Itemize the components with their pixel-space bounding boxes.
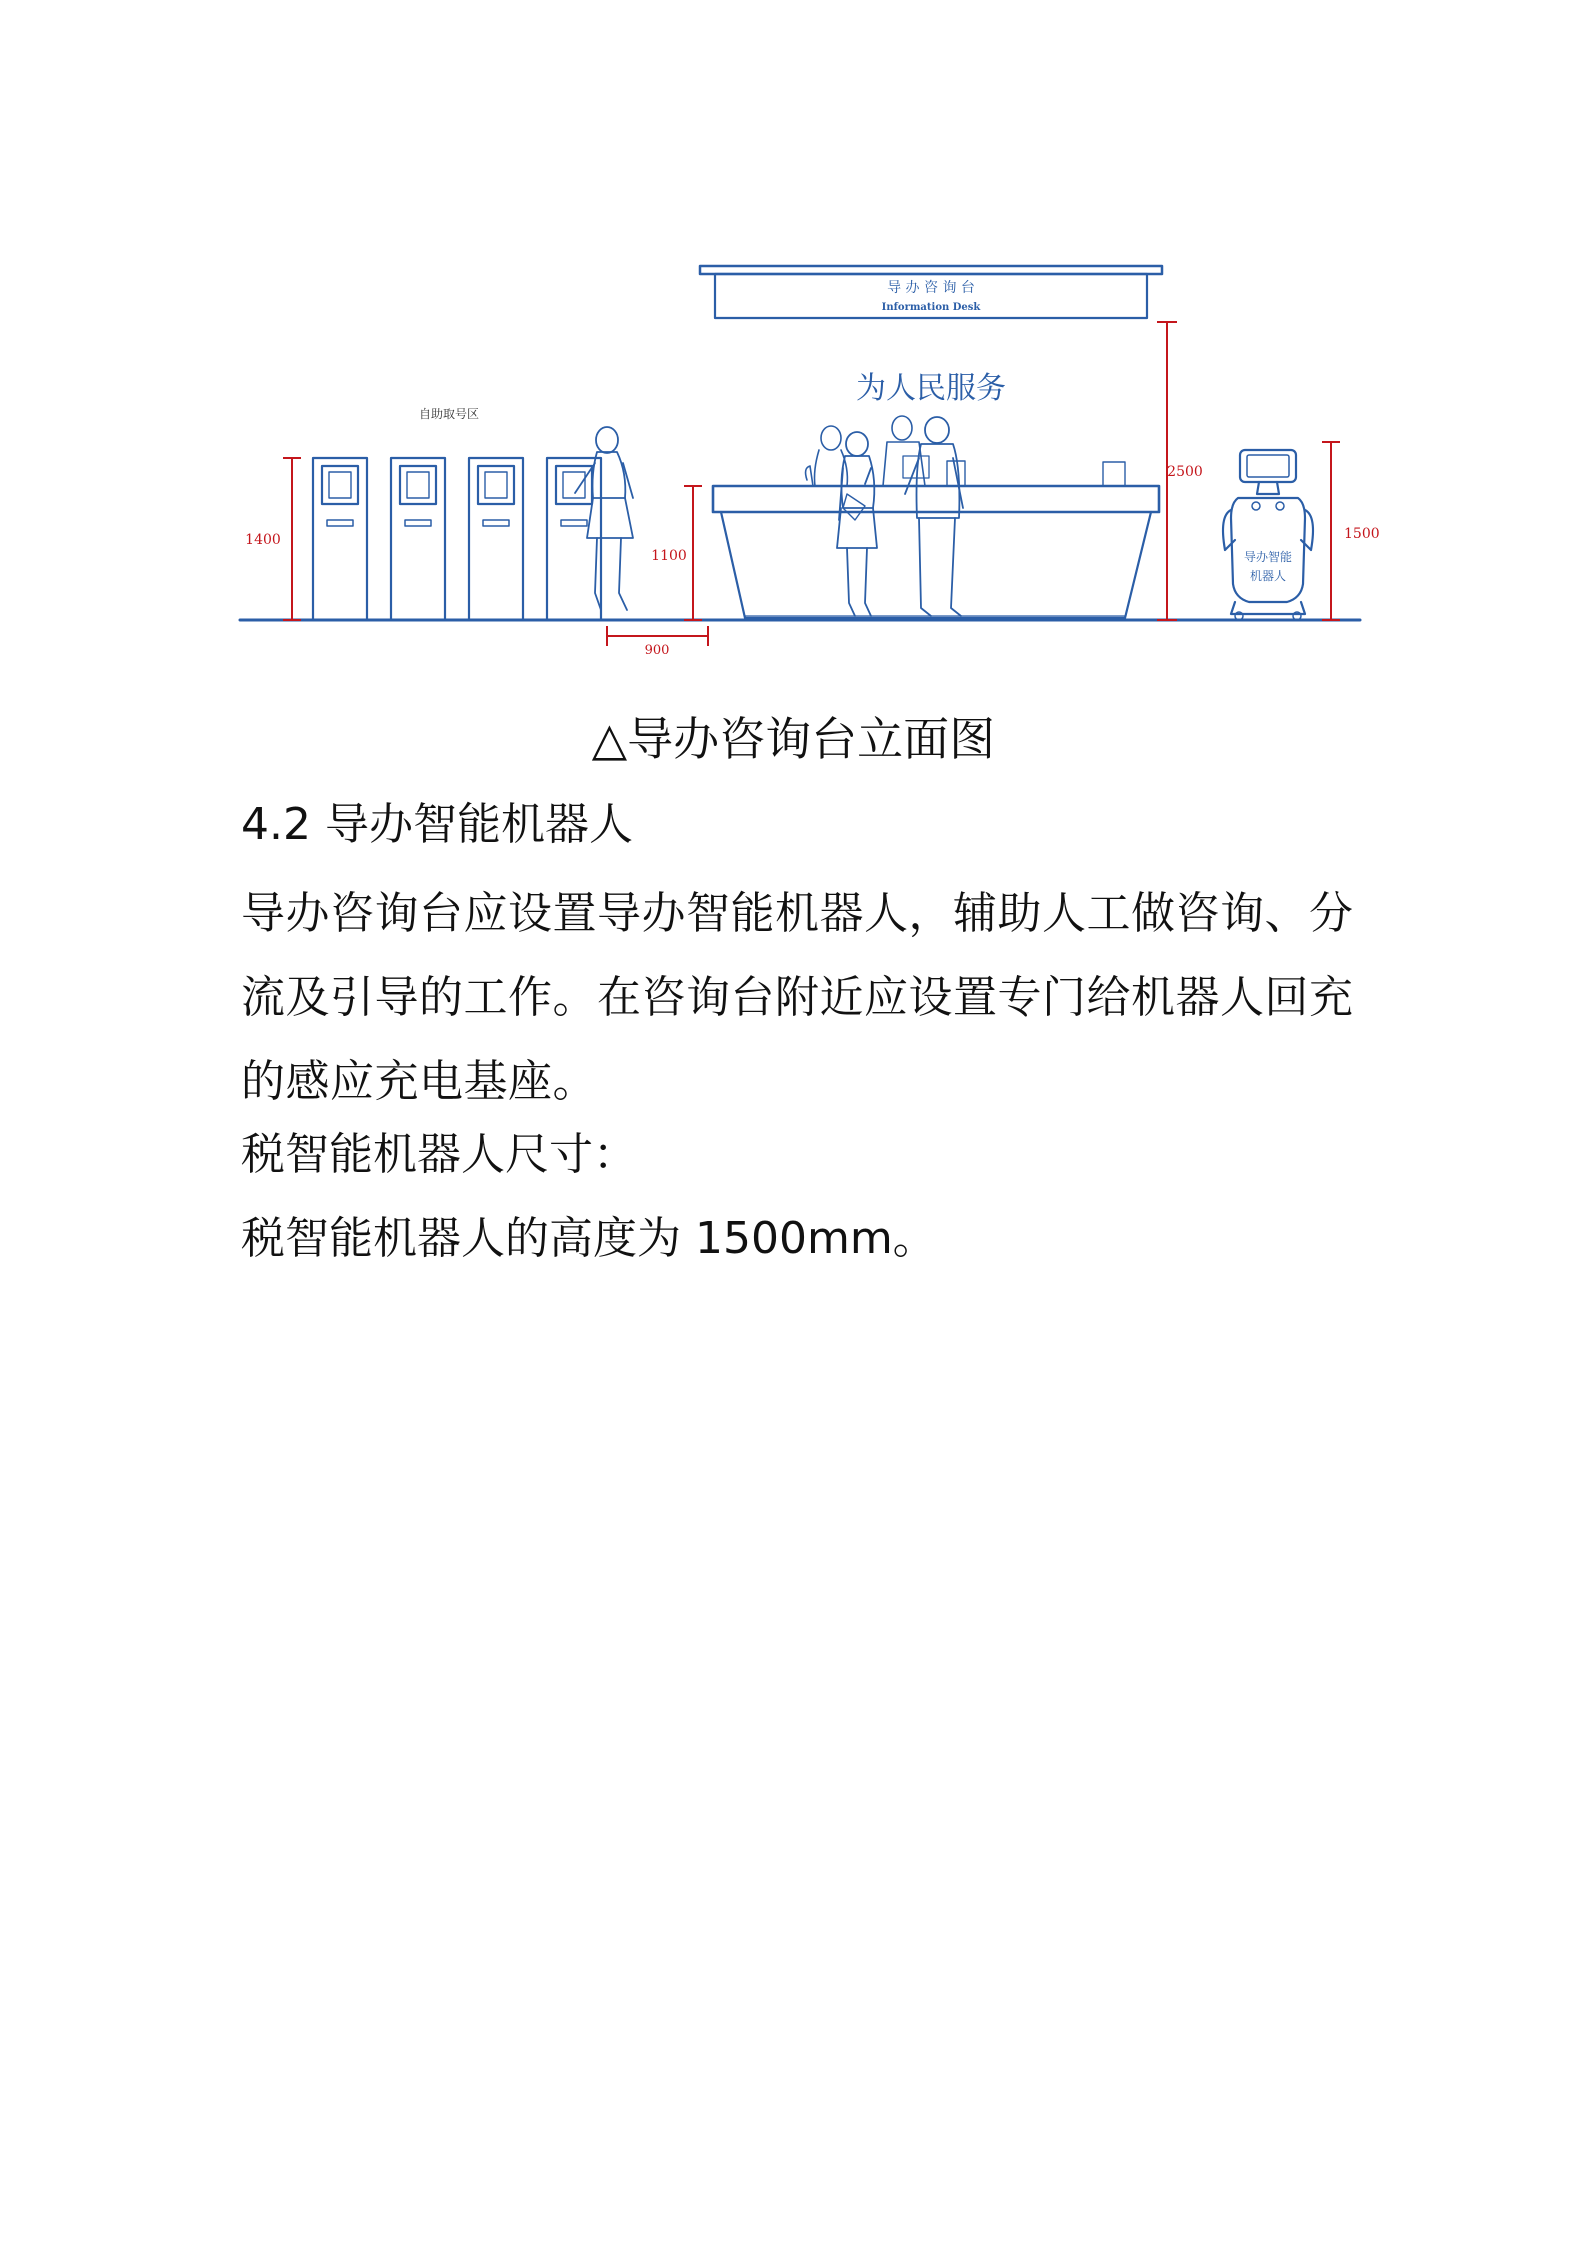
section-heading: 4.2 导办智能机器人 [241,799,633,850]
dimension-robot-height [1322,442,1340,620]
robot-size-title: 税智能机器人尺寸： [241,1129,637,1180]
guide-robot-figure [1223,450,1313,620]
customers-at-desk-figures [837,417,963,616]
self-service-kiosk [469,458,523,620]
staff-and-equipment [806,416,1125,486]
robot-size-text: 税智能机器人的高度为 1500mm。 [241,1213,937,1264]
information-desk-elevation-drawing [235,258,1380,658]
body-paragraph: 导办咨询台应设置导办智能机器人，辅助人工做咨询、分流及引导的工作。在咨询台附近应设置专门给机器人回充的感应充电基座。 [241,888,1354,1107]
self-service-kiosk [313,458,367,620]
robot-label-line1: 导办智能 [1243,550,1293,564]
dim-ceiling-height-label: 2500 [1167,464,1203,480]
slogan-text: 为人民服务 [856,371,1006,406]
sign-cn-text: 导 办 咨 询 台 [887,280,975,296]
visitor-at-kiosk-figure [575,427,633,610]
dim-robot-height-label: 1500 [1344,526,1380,542]
robot-label-line2: 机器人 [1249,569,1287,583]
figure-caption: △导办咨询台立面图 [591,712,996,766]
sign-en-text: Information Desk [881,302,981,313]
self-service-kiosk [391,458,445,620]
kiosk-zone-label: 自助取号区 [418,407,480,421]
dim-kiosk-height-label: 1400 [245,532,281,548]
service-counter [713,486,1159,618]
dim-desk-height-label: 1100 [651,548,687,564]
dim-clearance-label: 900 [644,643,670,658]
dimension-kiosk-height [283,458,301,620]
